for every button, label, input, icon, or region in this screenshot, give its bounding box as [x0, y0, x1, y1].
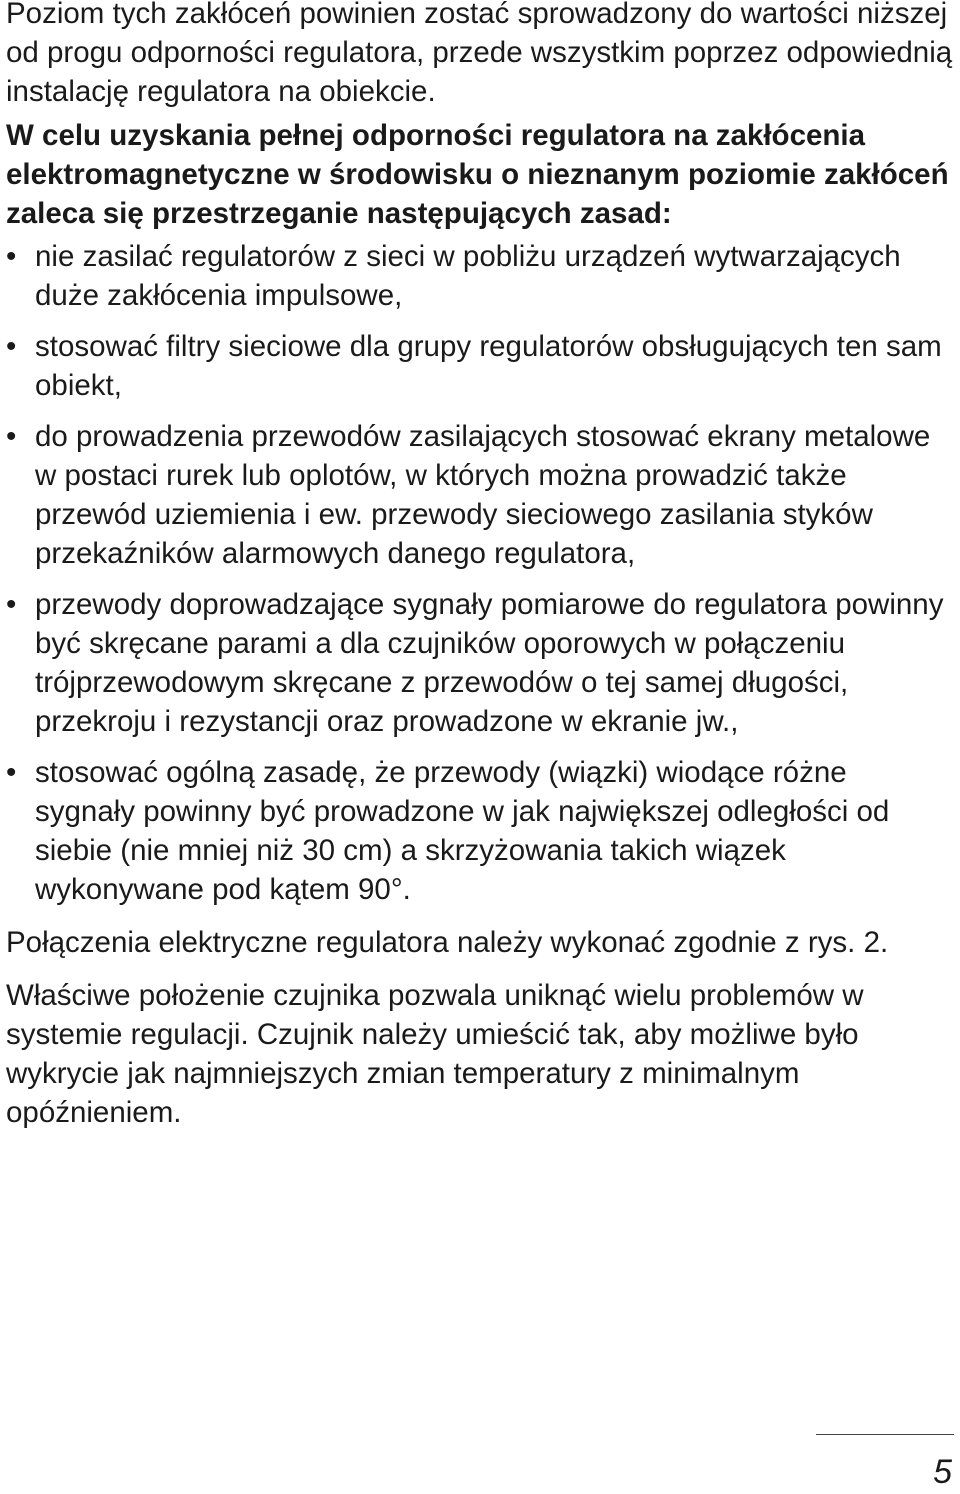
document-page: [6, 0, 954, 1132]
intro-paragraph: Poziom tych zakłóceń powinien zostać sprowadzony do wartości niższej od progu odporności regulatora, przede wszystkim poprzez odpowiednią instalację regulatora na obiekcie.: [6, 0, 953, 108]
bullet-icon: •: [6, 588, 17, 621]
connections-paragraph: Połączenia elektryczne regulatora należy wykonać zgodnie z rys. 2.: [6, 926, 889, 959]
list-item-text: stosować filtry sieciowe dla grupy regulatorów obsługujących ten sam obiekt,: [35, 330, 942, 402]
list-item-text: do prowadzenia przewodów zasilających stosować ekrany metalowe w postaci rurek lub oplotów, w których można prowadzić także przewód uziemienia i ew. przewody sieciowego zasilania styków przekaźników alarmowych danego regulatora,: [35, 420, 931, 570]
list-item-text: stosować ogólną zasadę, że przewody (wiązki) wiodące różne sygnały powinny być prowadzone w jak największej odległości od siebie (nie mniej niż 30 cm) a skrzyżowania takich wiązek wykonywane pod kątem 90°.: [35, 756, 890, 906]
bullet-icon: •: [6, 756, 17, 789]
list-item: [6, 753, 954, 909]
list-item: [6, 237, 954, 315]
list-item: [6, 585, 954, 741]
list-item-text: przewody doprowadzające sygnały pomiarowe do regulatora powinny być skręcane parami a dla czujników oporowych w połączeniu trójprzewodowym skręcane z przewodów o tej samej długości, przekroju i rezystancji oraz prowadzone w ekranie jw.,: [35, 588, 944, 738]
list-item: [6, 327, 954, 405]
bullet-icon: •: [6, 330, 17, 363]
footer-divider: [816, 1434, 954, 1435]
page-number: 5: [933, 1453, 952, 1491]
section-heading: W celu uzyskania pełnej odporności regulatora na zakłócenia elektromagnetyczne w środowisku o nieznanym poziomie zakłóceń zaleca się przestrzeganie następujących zasad:: [6, 119, 949, 230]
list-item: [6, 417, 954, 573]
bullet-icon: •: [6, 240, 17, 273]
sensor-paragraph: Właściwe położenie czujnika pozwala uniknąć wielu problemów w systemie regulacji. Czujnik należy umieścić tak, aby możliwe było wykrycie jak najmniejszych zmian temperatury z minimalnym opóźnieniem.: [6, 979, 864, 1129]
recommendations-list: [6, 237, 954, 909]
list-item-text: nie zasilać regulatorów z sieci w pobliżu urządzeń wytwarzających duże zakłócenia impulsowe,: [35, 240, 901, 312]
bullet-icon: •: [6, 420, 17, 453]
